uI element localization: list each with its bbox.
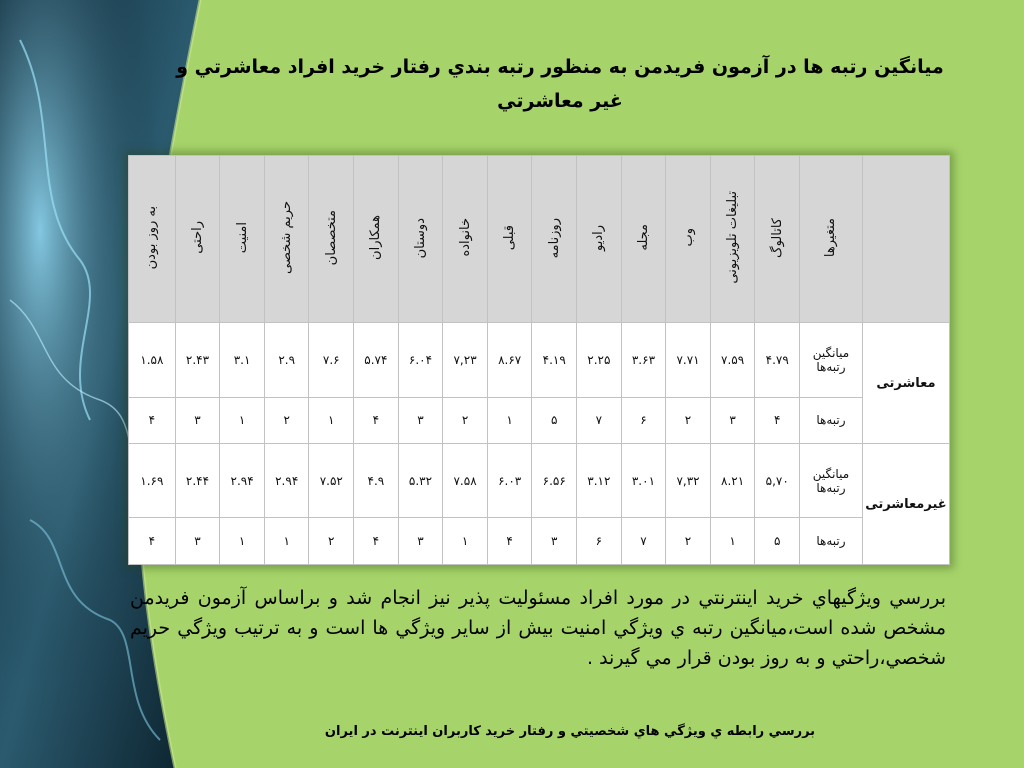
table-cell: ۱.۵۸ [129,323,176,397]
column-header [220,156,265,323]
table-cell: ۱ [220,397,265,444]
table-cell: ۱ [309,397,354,444]
table-cell: ۱ [443,518,488,565]
table-cell: ۷.۵۸ [443,444,488,518]
column-header [175,156,220,323]
column-header-label: خانواده [457,218,473,257]
table-cell: ۴ [129,518,176,565]
table-cell: ۱ [487,397,532,444]
table-cell: ۷.۵۹ [710,323,755,397]
group-label-sociable: معاشرتی [862,323,949,444]
table-cell: ۱.۶۹ [129,444,176,518]
table-cell: ۵ [755,518,800,565]
table-cell: ۱ [220,518,265,565]
table-cell: ۳.۰۱ [621,444,666,518]
table-cell: ۳ [710,397,755,444]
table-cell: ۳.۱ [220,323,265,397]
table-cell: ۲.۹۴ [264,444,309,518]
table-cell: ۶.۰۴ [398,323,443,397]
column-header-label: راحتی [190,221,205,255]
table-cell: ۱ [264,518,309,565]
table-cell: ۴.۹ [354,444,399,518]
table-cell: ۳ [532,518,577,565]
table-cell: ۴.۷۹ [755,323,800,397]
table-cell: ۳ [398,518,443,565]
column-header-label: به روز بودن [144,206,160,270]
table-cell: ۵.۷۴ [354,323,399,397]
row-label: رتبه‌ها [800,397,863,444]
column-header [443,156,488,323]
column-header-label: روزنامه [546,217,562,258]
row-label: رتبه‌ها [800,518,863,565]
column-header-label: کاتالوگ [769,217,785,258]
table-cell: ۳ [398,397,443,444]
table-cell: ۸.۶۷ [487,323,532,397]
table-cell: ۷,۲۳ [443,323,488,397]
column-header [487,156,532,323]
column-header-label: تبلیغات تلویزیونی [725,191,741,285]
table-cell: ۶ [621,397,666,444]
column-header [621,156,666,323]
table-cell: ۷,۳۲ [666,444,711,518]
row-label: میانگین رتبه‌ها [800,444,863,518]
table-cell: ۲.۴۴ [175,444,220,518]
table-cell: ۲ [264,397,309,444]
column-header [309,156,354,323]
column-header [264,156,309,323]
table-cell: ۵ [532,397,577,444]
table-cell: ۷.۷۱ [666,323,711,397]
column-header [532,156,577,323]
table-cell: ۶ [577,518,622,565]
body-paragraph: بررسي ويژگيهاي خريد اينترنتي در مورد افراد مسئوليت پذير نيز انجام شد و براساس آزمون فريدمن مشخص شده است،ميانگين رتبه ي ويژگي امنيت بيش از ساير ويژگي ها است و به ترتيب ويژگي حريم شخصي،راحتي و به روز بودن قرار مي گيرند . [130,587,946,669]
table-cell: ۱ [710,518,755,565]
column-header-label: دوستان [412,217,428,258]
table-cell: ۲.۴۳ [175,323,220,397]
table-cell: ۳ [175,397,220,444]
table-row [129,444,950,518]
row-label: میانگین رتبه‌ها [800,323,863,397]
table-cell: ۸.۲۱ [710,444,755,518]
column-header [577,156,622,323]
column-header [755,156,800,323]
table-cell: ۶.۵۶ [532,444,577,518]
footer-text: بررسي رابطه ي ويژگي هاي شخصيتي و رفتار خريد كاربران اينترنت در ايران [324,724,816,739]
column-header-label: رادیو [591,224,607,251]
table-cell: ۲.۲۵ [577,323,622,397]
table-row [129,323,950,397]
header-corner-cell [862,156,949,323]
column-header [666,156,711,323]
table-cell: ۷ [577,397,622,444]
table-cell: ۲ [666,518,711,565]
variables-label: متغیرها [823,218,839,258]
table-cell: ۴ [354,518,399,565]
table-cell: ۵.۳۲ [398,444,443,518]
table-row [129,518,950,565]
table-cell: ۴ [129,397,176,444]
table-cell: ۷.۵۲ [309,444,354,518]
table-cell: ۳.۱۲ [577,444,622,518]
column-header [710,156,755,323]
column-header-label: قبلی [502,225,518,251]
results-table-container [128,155,950,565]
group-label-unsociable: غیرمعاشرتی [862,444,949,565]
column-header-label: وب [680,228,696,247]
table-cell: ۲.۹ [264,323,309,397]
column-header-label: همکاران [368,215,384,261]
table-cell: ۲ [666,397,711,444]
column-header [398,156,443,323]
column-header-label: حریم شخصی [279,201,295,275]
results-table [128,155,950,565]
slide-title: ميانگين رتبه ها در آزمون فريدمن به منظور رتبه بندي رفتار خريد افراد معاشرتي و غير معاشرتي [176,56,944,112]
table-cell: ۴ [487,518,532,565]
table-cell: ۷ [621,518,666,565]
table-row [129,397,950,444]
column-header-label: متخصصان [323,210,339,266]
column-header-label: امنیت [234,222,250,254]
table-cell: ۵,۷۰ [755,444,800,518]
table-cell: ۳ [175,518,220,565]
table-cell: ۶.۰۳ [487,444,532,518]
table-cell: ۴ [354,397,399,444]
column-header [354,156,399,323]
table-cell: ۲.۹۴ [220,444,265,518]
column-header-label: مجله [635,224,651,252]
table-cell: ۲ [443,397,488,444]
header-variables-cell [800,156,863,323]
table-cell: ۲ [309,518,354,565]
table-cell: ۴.۱۹ [532,323,577,397]
column-header [129,156,176,323]
table-cell: ۴ [755,397,800,444]
header-row [129,156,950,323]
table-cell: ۳.۶۳ [621,323,666,397]
table-cell: ۷.۶ [309,323,354,397]
